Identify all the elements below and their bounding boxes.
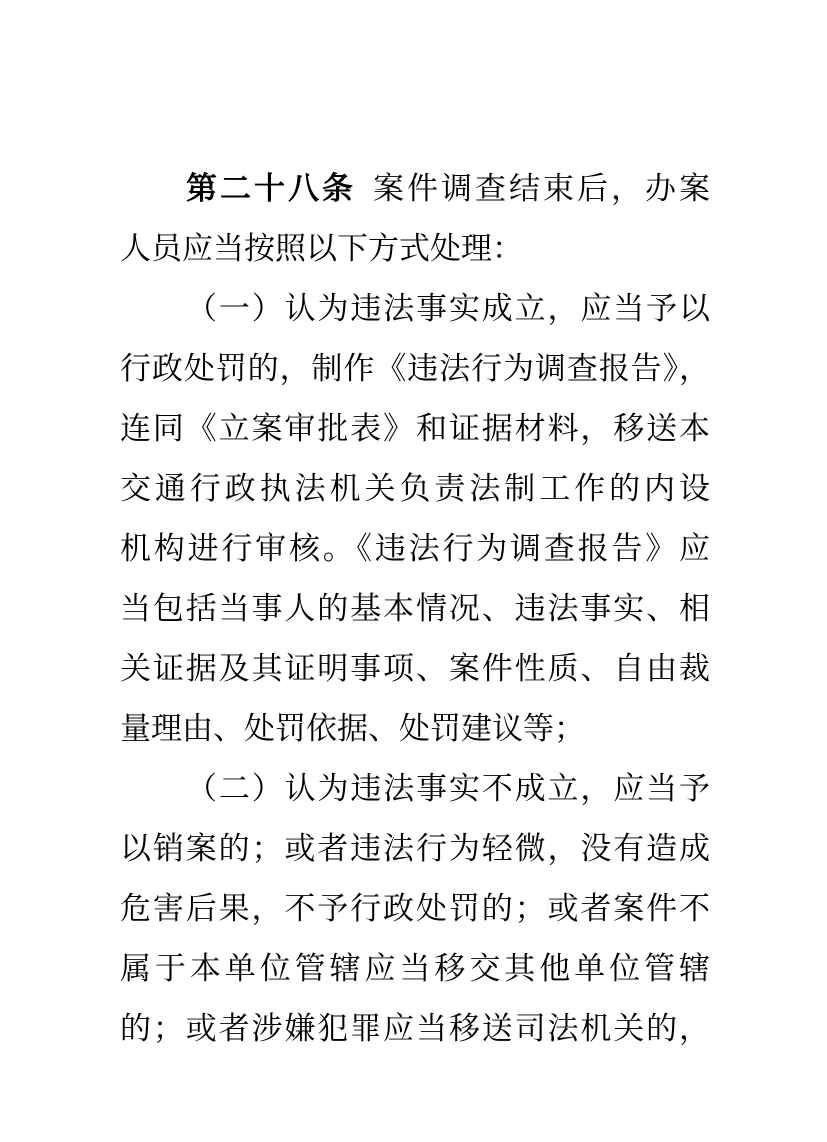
text-line: 机构进行审核。《违法行为调查报告》应	[120, 531, 710, 567]
text-line: 以销案的；或者违法行为轻微，没有造成	[120, 831, 710, 867]
text-line: 属于本单位管辖应当移交其他单位管辖	[120, 951, 710, 987]
text-line: 当包括当事人的基本情况、违法事实、相	[120, 591, 710, 627]
text-line: （二）认为违法事实不成立，应当予	[186, 771, 710, 807]
text-line: 关证据及其证明事项、案件性质、自由裁	[120, 651, 710, 687]
text-line: 人员应当按照以下方式处理：	[120, 231, 523, 267]
article-text	[120, 159, 710, 1059]
text-line: 交通行政执法机关负责法制工作的内设	[120, 471, 710, 507]
text-line: 危害后果，不予行政处罚的；或者案件不	[120, 891, 710, 927]
article-heading: 第二十八条	[186, 171, 356, 207]
text-line: 连同《立案审批表》和证据材料，移送本	[120, 411, 710, 447]
text-line: 的；或者涉嫌犯罪应当移送司法机关的，	[120, 1011, 710, 1047]
text-line: （一）认为违法事实成立，应当予以	[186, 291, 710, 327]
text-line: 行政处罚的，制作《违法行为调查报告》，	[120, 351, 710, 387]
text-line: 量理由、处罚依据、处罚建议等；	[120, 711, 585, 747]
text-line: 第二十八条 案件调查结束后，办案	[186, 171, 710, 207]
